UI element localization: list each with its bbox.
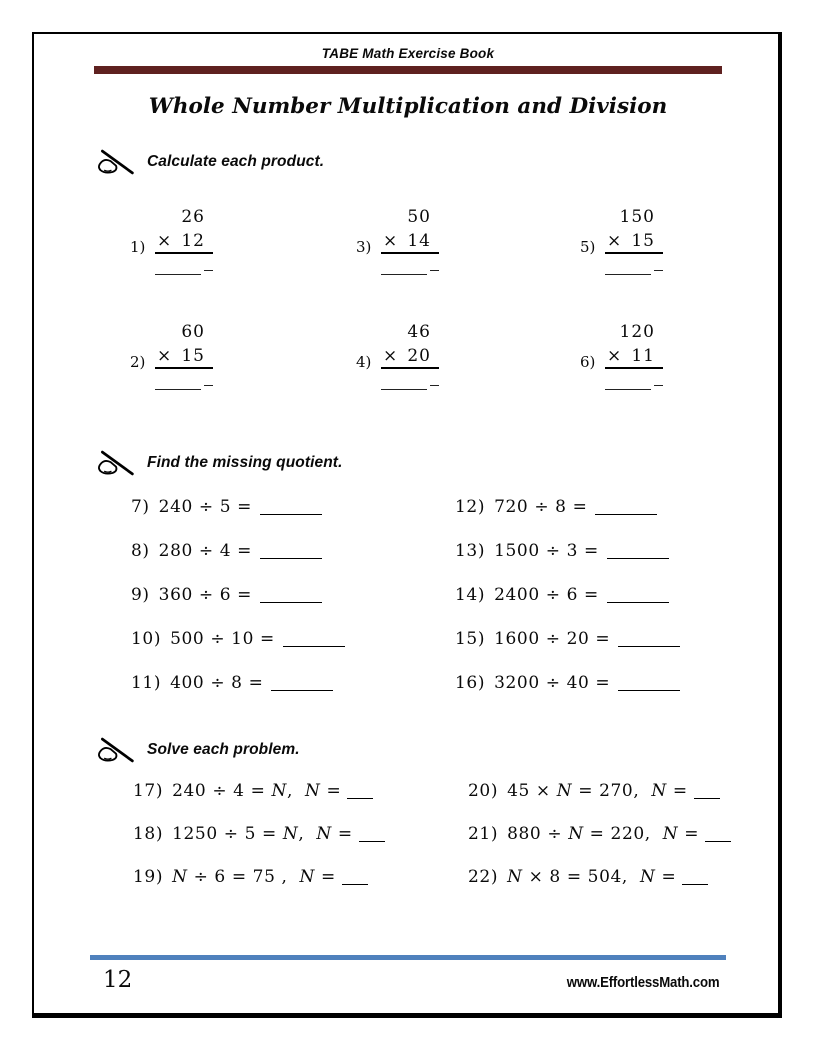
problem-label: 6) — [580, 353, 596, 371]
problem-label: 13) — [455, 541, 486, 561]
page-number: 12 — [103, 967, 133, 993]
problem-label: 10) — [131, 629, 162, 649]
solve-column-right — [468, 781, 731, 910]
answer-blank — [381, 269, 439, 275]
operand-row — [155, 344, 213, 369]
problem-label: 1) — [130, 238, 146, 256]
operand-row — [381, 344, 439, 369]
quotient-problem — [131, 585, 345, 612]
expression: 360 ÷ 6 = — [158, 585, 253, 605]
section-instruction: Calculate each product. — [147, 153, 325, 170]
multiply-sign: × — [157, 231, 173, 251]
problem-label: 12) — [455, 497, 486, 517]
problem-label: 4) — [356, 353, 372, 371]
operand-multiplier: 14 — [407, 231, 431, 251]
answer-dash — [430, 380, 439, 386]
multiplication-problem — [580, 205, 672, 275]
operand-row — [381, 229, 439, 254]
quotient-problem — [455, 673, 680, 700]
solve-column-left — [133, 781, 385, 910]
operand-multiplier: 15 — [631, 231, 655, 251]
answer-blank — [359, 828, 385, 842]
answer-blank — [607, 545, 669, 559]
expression: 280 ÷ 4 = — [158, 541, 253, 561]
problem-label: 2) — [130, 353, 146, 371]
solve-problem — [468, 781, 731, 808]
multiply-sign: × — [383, 231, 399, 251]
quotient-column-right — [455, 497, 680, 717]
problem-label: 11) — [131, 673, 162, 693]
operand-multiplier: 11 — [631, 346, 655, 366]
operand-multiplier: 20 — [407, 346, 431, 366]
quotient-problem — [131, 673, 345, 700]
operand-multiplier: 15 — [181, 346, 205, 366]
expression: 3200 ÷ 40 = — [494, 673, 611, 693]
expression: 240 ÷ 4 = N, N = — [172, 781, 342, 801]
quotient-problem — [131, 541, 345, 568]
vertical-multiplication — [381, 320, 439, 390]
writing-hand-icon — [96, 449, 136, 477]
expression: 720 ÷ 8 = — [494, 497, 588, 517]
multiply-sign: × — [607, 346, 623, 366]
answer-dash — [204, 380, 213, 386]
answer-line — [381, 384, 427, 390]
expression: 1500 ÷ 3 = — [494, 541, 599, 561]
solve-problem — [133, 867, 385, 894]
section-header-products — [96, 148, 324, 176]
answer-blank — [605, 384, 663, 390]
multiplication-problem — [130, 320, 222, 390]
problem-label: 21) — [468, 824, 499, 844]
book-header-title: TABE Math Exercise Book — [321, 46, 495, 61]
multiplication-problem — [130, 205, 222, 275]
section-header-quotients — [96, 449, 342, 477]
answer-line — [605, 269, 651, 275]
answer-blank — [155, 269, 213, 275]
problem-label: 15) — [455, 629, 486, 649]
quotient-problem — [455, 497, 680, 524]
problem-label: 18) — [133, 824, 164, 844]
answer-dash — [654, 265, 663, 271]
quotient-column-left — [131, 497, 345, 717]
multiplication-problem — [356, 320, 448, 390]
problem-label: 8) — [131, 541, 150, 561]
quotient-problem — [455, 585, 680, 612]
vertical-multiplication — [381, 205, 439, 275]
solve-problem — [468, 867, 731, 894]
answer-line — [381, 269, 427, 275]
answer-dash — [654, 380, 663, 386]
operand-row — [605, 344, 663, 369]
expression: 240 ÷ 5 = — [158, 497, 253, 517]
problem-label: 9) — [131, 585, 150, 605]
answer-blank — [381, 384, 439, 390]
operand-top: 50 — [407, 207, 431, 227]
operand-top: 60 — [181, 322, 205, 342]
operand-top: 150 — [619, 207, 655, 227]
expression: N ÷ 6 = 75 , N = — [172, 867, 336, 887]
problem-label: 16) — [455, 673, 486, 693]
section-header-solve — [96, 736, 300, 764]
problem-label: 7) — [131, 497, 150, 517]
expression: 1600 ÷ 20 = — [494, 629, 611, 649]
problem-label: 20) — [468, 781, 499, 801]
website-link: www.EffortlessMath.com — [566, 974, 719, 991]
problem-label: 22) — [468, 867, 499, 887]
section-instruction: Find the missing quotient. — [147, 454, 343, 471]
expression: 1250 ÷ 5 = N, N = — [172, 824, 353, 844]
answer-blank — [342, 871, 368, 885]
operand-top: 120 — [619, 322, 655, 342]
problem-label: 17) — [133, 781, 164, 801]
operand-multiplier: 12 — [181, 231, 205, 251]
solve-problem — [133, 781, 385, 808]
multiply-sign: × — [157, 346, 173, 366]
answer-blank — [595, 501, 657, 515]
quotient-problem — [131, 629, 345, 656]
expression: 45 × N = 270, N = — [507, 781, 688, 801]
answer-blank — [705, 828, 731, 842]
answer-blank — [260, 501, 322, 515]
answer-blank — [694, 785, 720, 799]
multiplication-problem — [580, 320, 672, 390]
answer-blank — [260, 589, 322, 603]
problem-label: 3) — [356, 238, 372, 256]
answer-blank — [271, 677, 333, 691]
answer-blank — [618, 677, 680, 691]
operand-top: 46 — [407, 322, 431, 342]
answer-blank — [347, 785, 373, 799]
quotient-problem — [131, 497, 345, 524]
answer-line — [155, 384, 201, 390]
answer-dash — [204, 265, 213, 271]
operand-top: 26 — [181, 207, 205, 227]
vertical-multiplication — [605, 320, 663, 390]
answer-blank — [283, 633, 345, 647]
expression: 880 ÷ N = 220, N = — [507, 824, 700, 844]
answer-blank — [607, 589, 669, 603]
writing-hand-icon — [96, 148, 136, 176]
answer-line — [155, 269, 201, 275]
problem-label: 19) — [133, 867, 164, 887]
vertical-multiplication — [605, 205, 663, 275]
section-instruction: Solve each problem. — [147, 741, 300, 758]
vertical-multiplication — [155, 320, 213, 390]
solve-problem — [133, 824, 385, 851]
multiplication-problem — [356, 205, 448, 275]
operand-row — [155, 229, 213, 254]
header-rule-bar — [94, 66, 722, 74]
answer-blank — [605, 269, 663, 275]
answer-blank — [260, 545, 322, 559]
quotient-problem — [455, 541, 680, 568]
solve-problem — [468, 824, 731, 851]
expression: N × 8 = 504, N = — [507, 867, 677, 887]
expression: 500 ÷ 10 = — [170, 629, 275, 649]
quotient-problem — [455, 629, 680, 656]
expression: 2400 ÷ 6 = — [494, 585, 599, 605]
writing-hand-icon — [96, 736, 136, 764]
multiply-sign: × — [383, 346, 399, 366]
expression: 400 ÷ 8 = — [170, 673, 264, 693]
problem-label: 14) — [455, 585, 486, 605]
page-title: Whole Number Multiplication and Division — [148, 94, 668, 119]
answer-dash — [430, 265, 439, 271]
operand-row — [605, 229, 663, 254]
multiply-sign: × — [607, 231, 623, 251]
footer-rule-bar — [90, 955, 726, 960]
answer-blank — [682, 871, 708, 885]
vertical-multiplication — [155, 205, 213, 275]
answer-line — [605, 384, 651, 390]
problem-label: 5) — [580, 238, 596, 256]
answer-blank — [618, 633, 680, 647]
answer-blank — [155, 384, 213, 390]
